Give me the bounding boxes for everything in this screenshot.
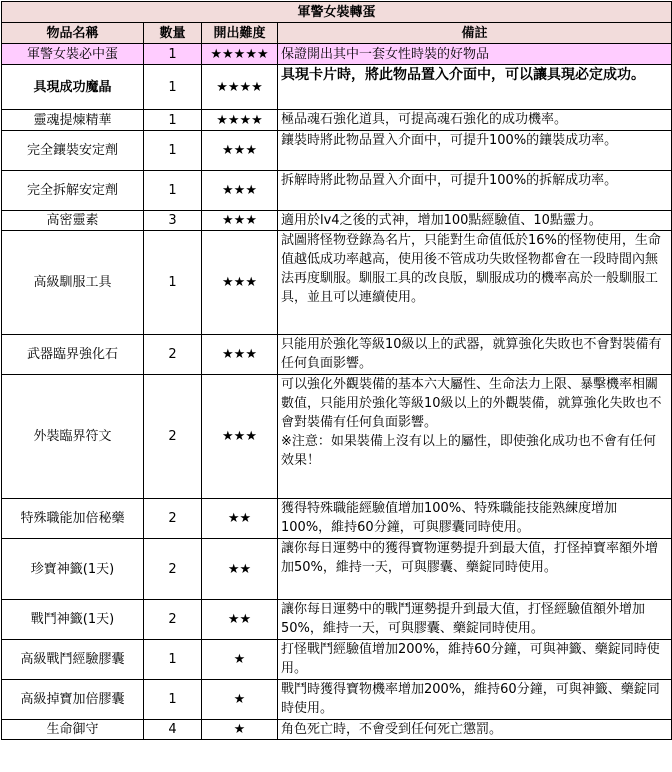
item-stars: ★★★ [202,131,278,171]
table-row [2,211,672,231]
header-qty: 數量 [144,23,202,44]
table-row [2,640,672,680]
item-name: 高級馴服工具 [2,231,144,335]
table-row [2,539,672,600]
item-note: 戰鬥時獲得寶物機率增加200%，維持60分鐘，可與神籤、藥錠同時使用。 [278,680,672,720]
item-note: 讓你每日運勢中的戰鬥運勢提升到最大值，打怪經驗值額外增加50%，維持一天，可與膠囊、藥錠同時使用。 [278,600,672,640]
item-note: 打怪戰鬥經驗值增加200%，維持60分鐘，可與神籤、藥錠同時使用。 [278,640,672,680]
table-title: 軍警女裝轉蛋 [2,2,672,23]
item-note: 只能用於強化等級10級以上的武器，就算強化失敗也不會對裝備有任何負面影響。 [278,335,672,375]
item-qty: 4 [144,720,202,740]
item-stars: ★★★ [202,211,278,231]
item-qty: 1 [144,110,202,131]
item-qty: 1 [144,65,202,110]
item-stars: ★★ [202,600,278,640]
item-name: 完全拆解安定劑 [2,171,144,211]
item-note-warning: ※注意：如果裝備上沒有以上的屬性，即使強化成功也不會有任何效果！ [281,434,656,468]
item-name: 戰鬥神籤(1天) [2,600,144,640]
table-row [2,65,672,110]
table-title-row [2,2,672,23]
item-name: 高級掉寶加倍膠囊 [2,680,144,720]
item-name: 珍寶神籤(1天) [2,539,144,600]
table-row [2,600,672,640]
item-note: 具現卡片時，將此物品置入介面中，可以讓具現必定成功。 [278,65,672,110]
item-stars: ★★★★ [202,65,278,110]
item-stars: ★★ [202,499,278,539]
item-qty: 1 [144,44,202,65]
item-note: 試圖將怪物登錄為名片，只能對生命值低於16%的怪物使用，生命值越低成功率越高，使用後不管成功失敗怪物都會在一段時間內無法再度馴服。馴服工具的改良版，馴服成功的機率高於一般馴服工具，並且可以連續使用。 [278,231,672,335]
item-stars: ★★★★★ [202,44,278,65]
item-qty: 2 [144,600,202,640]
item-stars: ★ [202,640,278,680]
table-header-row [2,23,672,44]
item-stars: ★ [202,720,278,740]
item-qty: 2 [144,335,202,375]
item-name: 軍警女裝必中蛋 [2,44,144,65]
item-name: 高級戰鬥經驗膠囊 [2,640,144,680]
item-note: 獲得特殊職能經驗值增加100%、特殊職能技能熟練度增加100%，維持60分鐘，可與膠囊同時使用。 [278,499,672,539]
item-note-text: 可以強化外觀裝備的基本六大屬性、生命法力上限、暴擊機率相關數值，只能用於強化等級10級以上的外觀裝備，就算強化失敗也不會對裝備有任何負面影響。 [281,377,662,430]
item-name: 武器臨界強化石 [2,335,144,375]
item-name: 完全鑲裝安定劑 [2,131,144,171]
table-row [2,110,672,131]
table-row [2,499,672,539]
item-note: 角色死亡時，不會受到任何死亡懲罰。 [278,720,672,740]
item-qty: 3 [144,211,202,231]
item-stars: ★★★★ [202,110,278,131]
item-stars: ★★★ [202,335,278,375]
table-row [2,131,672,171]
item-note [278,375,672,499]
item-stars: ★★★ [202,171,278,211]
item-name: 靈魂提煉精華 [2,110,144,131]
table-row [2,720,672,740]
item-name: 特殊職能加倍秘藥 [2,499,144,539]
item-name: 高密靈素 [2,211,144,231]
item-qty: 2 [144,499,202,539]
item-qty: 1 [144,680,202,720]
table-row [2,680,672,720]
header-difficulty: 開出難度 [202,23,278,44]
item-qty: 1 [144,171,202,211]
item-note: 讓你每日運勢中的獲得寶物運勢提升到最大值，打怪掉寶率額外增加50%，維持一天，可與膠囊、藥錠同時使用。 [278,539,672,600]
header-note: 備註 [278,23,672,44]
table-row [2,171,672,211]
item-name: 外裝臨界符文 [2,375,144,499]
item-name: 生命御守 [2,720,144,740]
item-qty: 2 [144,539,202,600]
item-qty: 1 [144,131,202,171]
table-row [2,375,672,499]
item-qty: 2 [144,375,202,499]
table-row [2,231,672,335]
item-note: 鑲裝時將此物品置入介面中，可提升100%的鑲裝成功率。 [278,131,672,171]
item-stars: ★★★ [202,231,278,335]
item-note: 拆解時將此物品置入介面中，可提升100%的拆解成功率。 [278,171,672,211]
item-qty: 1 [144,640,202,680]
item-qty: 1 [144,231,202,335]
table-row [2,335,672,375]
item-note: 極品魂石強化道具，可提高魂石強化的成功機率。 [278,110,672,131]
header-name: 物品名稱 [2,23,144,44]
item-name: 具現成功魔晶 [2,65,144,110]
table-row [2,44,672,65]
item-table [1,1,672,740]
item-stars: ★ [202,680,278,720]
item-note: 適用於lv4之後的式神，增加100點經驗值、10點靈力。 [278,211,672,231]
item-stars: ★★★ [202,375,278,499]
item-note: 保證開出其中一套女性時裝的好物品 [278,44,672,65]
item-stars: ★★ [202,539,278,600]
